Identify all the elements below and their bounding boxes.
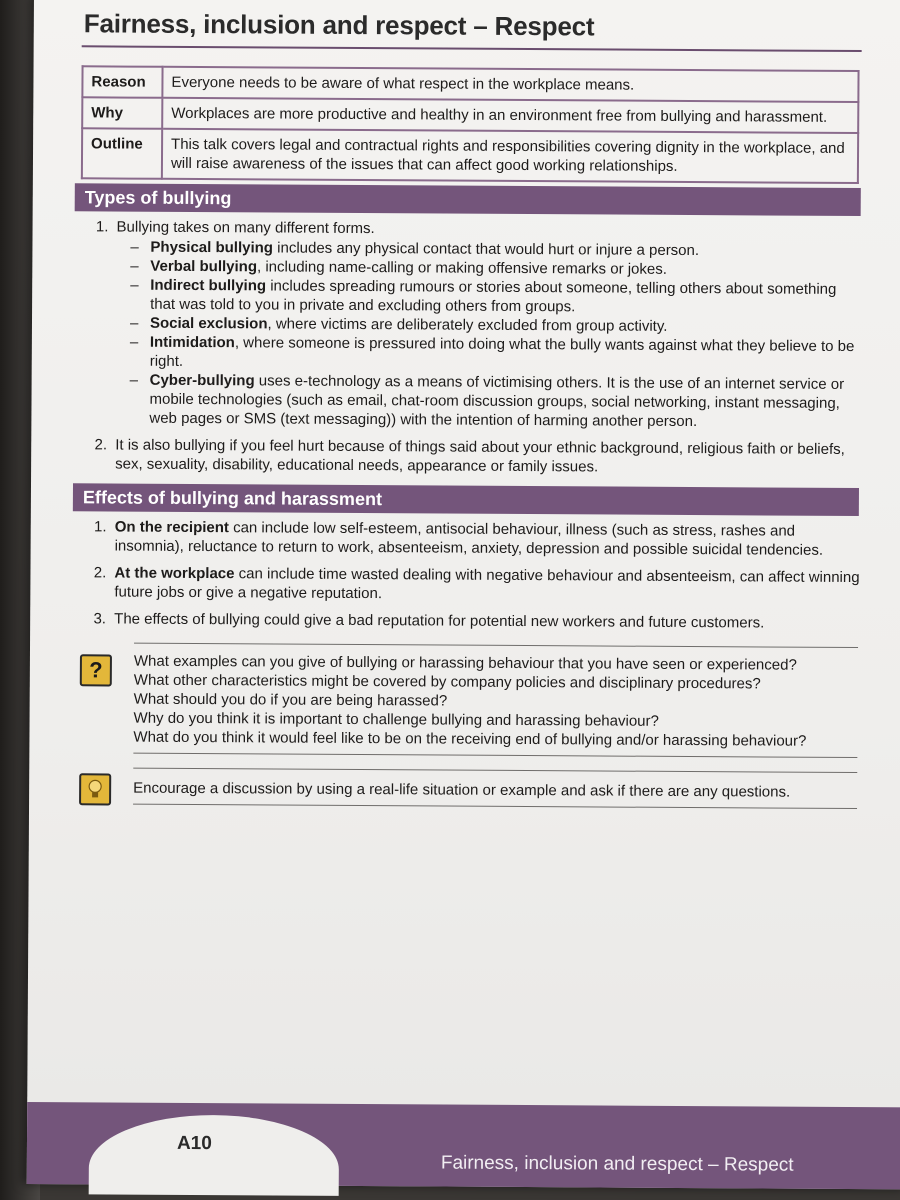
info-row-why <box>82 97 858 133</box>
page-content <box>77 8 864 809</box>
question-line: What do you think it would feel like to be on the receiving end of bullying and/or harassing behaviour? <box>133 728 807 750</box>
form-text: uses e-technology as a means of victimising others. It is the use of an internet service or mobile technologies (such as email, chat-room discussion groups, social networking, instant messaging, web pages or SMS (text messaging)) with the intention of harming another person. <box>149 372 845 431</box>
form-text: , where victims are deliberately excluded from group activity. <box>267 315 668 335</box>
form-term: Intimidation <box>149 333 235 352</box>
section-heading-effects: Effects of bullying and harassment <box>73 483 859 516</box>
info-label: Why <box>82 97 162 128</box>
form-text: includes any physical contact that would hurt or injure a person. <box>272 239 700 260</box>
form-term: Physical bullying <box>150 238 274 257</box>
section-heading-types: Types of bullying <box>75 183 861 216</box>
document-page <box>27 0 900 1189</box>
types-intro: Bullying takes on many different forms. <box>116 218 375 238</box>
info-text: Workplaces are more productive and healthy in an environment free from bullying and harassment. <box>162 98 858 133</box>
form-term: Social exclusion <box>149 314 268 333</box>
list-item <box>110 609 860 633</box>
form-term: Indirect bullying <box>150 276 267 295</box>
form-text: , where someone is pressured into doing what the bully wants against what they believe to be right. <box>149 334 855 370</box>
page-code: A10 <box>176 1132 212 1155</box>
info-row-reason <box>82 66 858 102</box>
list-item <box>111 435 861 478</box>
info-table <box>81 65 860 184</box>
effect-text: can include time wasted dealing with negative behaviour and absenteeism, can affect winning future jobs or give a negative reputation. <box>114 565 860 603</box>
form-text: includes spreading rumours or stories about someone, telling others about something that was told to you in private and excluding others from groups. <box>150 277 837 316</box>
types-list <box>79 217 863 478</box>
tip-box <box>77 767 859 809</box>
lightbulb-icon <box>79 773 111 805</box>
effect-term: On the recipient <box>114 518 229 537</box>
form-item <box>129 371 861 432</box>
info-text: This talk covers legal and contractual rights and responsibilities covering dignity in the workplace, and will raise awareness of the issues that can affect good working relationships. <box>162 129 858 183</box>
discussion-questions <box>77 642 860 758</box>
page-title: Fairness, inclusion and respect – Respect <box>83 8 595 42</box>
form-item <box>130 276 862 318</box>
info-label: Reason <box>82 66 162 97</box>
types-item-2: It is also bullying if you feel hurt because of things said about your ethnic background, religious faith or beliefs, sex, sexuality, disability, educational needs, appearance or family issues. <box>115 436 845 476</box>
effect-text: The effects of bullying could give a bad reputation for potential new workers and future customers. <box>114 610 765 632</box>
list-item <box>111 217 862 432</box>
form-text: , including name-calling or making offensive remarks or jokes. <box>256 258 668 278</box>
footer-title: Fairness, inclusion and respect – Respect <box>440 1152 794 1176</box>
title-rule <box>82 45 862 52</box>
info-text: Everyone needs to be aware of what respect in the workplace means. <box>162 67 858 102</box>
form-term: Cyber-bullying <box>149 371 255 390</box>
question-line: What examples can you give of bullying or harassing behaviour that you have seen or experienced? <box>133 652 797 674</box>
info-row-outline <box>82 128 858 183</box>
info-label: Outline <box>82 128 162 178</box>
question-line: What should you do if you are being harassed? <box>133 690 448 710</box>
list-item <box>110 563 860 606</box>
questions-text <box>133 644 860 757</box>
question-line: Why do you think it is important to challenge bullying and harassing behaviour? <box>133 709 659 730</box>
question-mark-icon: ? <box>80 654 112 686</box>
form-term: Verbal bullying <box>150 257 258 276</box>
tip-text: Encourage a discussion by using a real-life situation or example and ask if there are any questions. <box>133 779 791 801</box>
form-item <box>130 333 862 375</box>
effect-term: At the workplace <box>114 564 235 583</box>
list-item <box>111 517 861 560</box>
effects-list <box>78 517 861 633</box>
question-line: What other characteristics might be covered by company policies and disciplinary procedures? <box>133 671 761 693</box>
effect-text: can include low self-esteem, antisocial behaviour, illness (such as stress, rashes and insomnia), reluctance to return to work, absenteeism, anxiety, depression and possible suicidal tendencies. <box>114 519 824 559</box>
forms-list <box>115 238 862 433</box>
